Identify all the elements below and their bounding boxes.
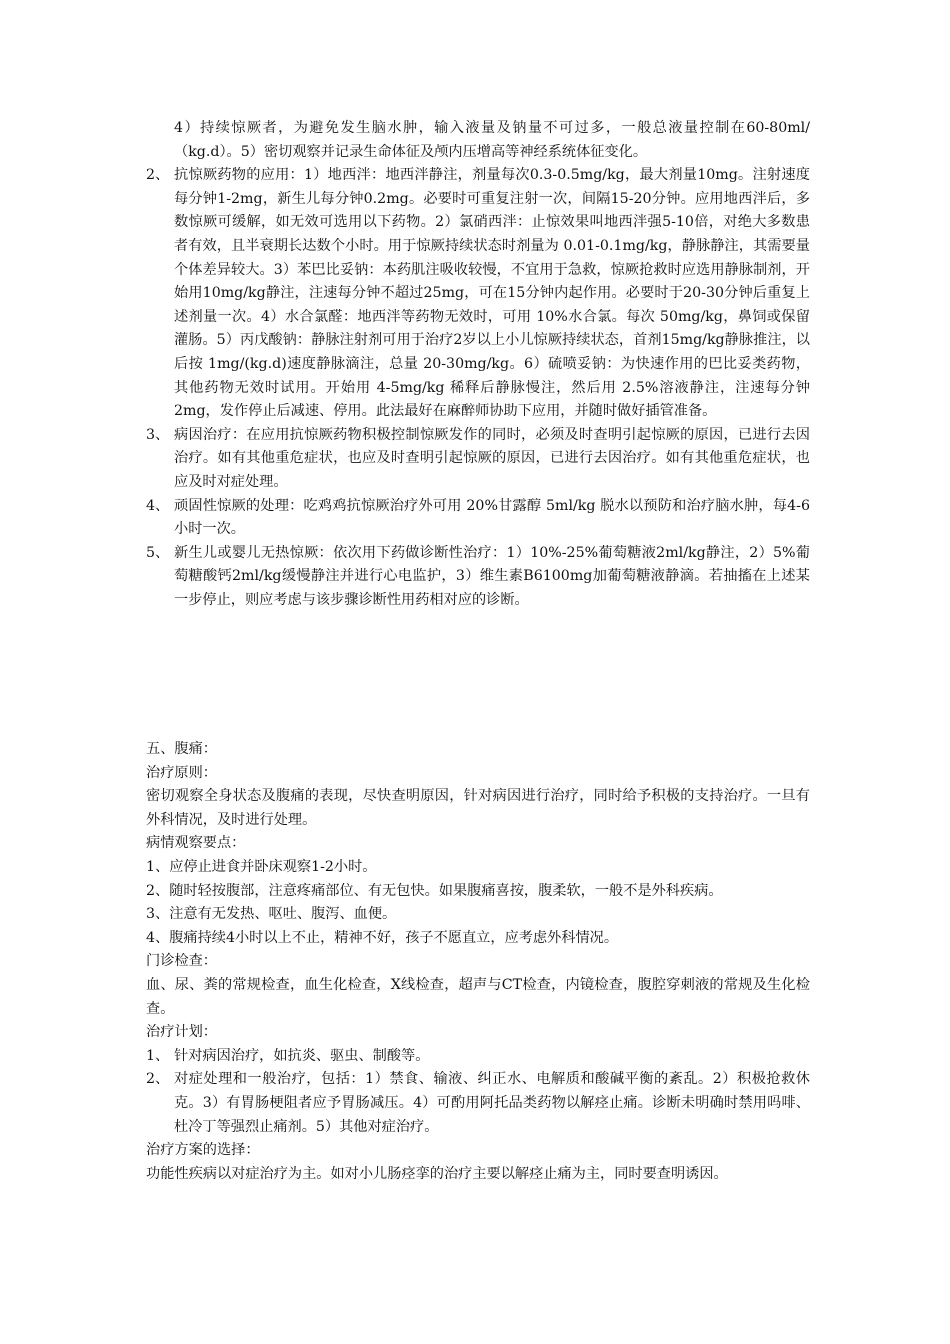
clinic-text: 血、尿、粪的常规检查，血生化检查，X线检查，超声与CT检查，内镜检查，腹腔穿刺液的常规及生化检查。 [146,976,810,1017]
observe-item: 3、注意有无发热、呕吐、腹泻、血便。 [146,906,397,923]
item-number: 4、 [146,497,170,514]
item-number: 1、 [146,1047,170,1064]
principle-text: 密切观察全身状态及腹痛的表现，尽快查明原因，针对病因进行治疗，同时给予积极的支持治疗。一旦有外科情况，及时进行处理。 [146,788,810,828]
list-item-afebrile-convulsion [146,542,810,613]
item-text: 新生儿或婴儿无热惊厥：依次用下药做诊断性治疗：1）10%-25%葡萄糖液2ml/kg静注，2）5%葡萄糖酸钙2ml/kg缓慢静注并进行心电监护，3）维生素B6100mg加葡萄糖液静滴。若抽搐在上述某一步停止，则应考虑与该步骤诊断性用药相对应的诊断。 [174,544,810,608]
list-item-refractory-convulsion [146,495,810,542]
item-text: 对症处理和一般治疗，包括：1）禁食、输液、纠正水、电解质和酸碱平衡的紊乱。2）积极抢救休克。3）有胃肠梗阻者应予胃肠减压。4）可酌用阿托品类药物以解痉止痛。诊断未明确时禁用吗啡、杜冷丁等强烈止痛剂。5）其他对症治疗。 [174,1071,810,1135]
list-item-etiology-treatment [146,424,810,495]
principle-label: 治疗原则： [146,764,217,781]
plan-label: 治疗计划： [146,1024,217,1041]
item-text: 病因治疗：在应用抗惊厥药物积极控制惊厥发作的同时，必须及时查明引起惊厥的原因，已进行去因治疗。如有其他重危症状，也应及时查明引起惊厥的原因，已进行去因治疗。如有其他重危症状，也应及时对症处理。 [174,426,810,490]
plan-item [146,1068,810,1139]
item-number: 2、 [146,1071,170,1088]
item-number: 2、 [146,167,170,184]
observe-item: 4、腹痛持续4小时以上不止，精神不好，孩子不愿直立，应考虑外科情况。 [146,929,619,946]
choice-text: 功能性疾病以对症治疗为主。如对小儿肠痉挛的治疗主要以解痉止痛为主，同时要查明诱因。 [146,1165,728,1182]
clinic-label: 门诊检查： [146,953,217,970]
observe-item: 1、应停止进食并卧床观察1-2小时。 [146,858,377,875]
item-text: 顽固性惊厥的处理：吃鸡鸡抗惊厥治疗外可用 20%甘露醇 5ml/kg 脱水以预防和治疗脑水肿，每4-6小时一次。 [174,497,810,538]
observe-label: 病情观察要点： [146,835,246,852]
item-text: 抗惊厥药物的应用：1）地西泮：地西泮静注，剂量每次0.3-0.5mg/kg，最大剂量10mg。注射速度每分钟1-2mg，新生儿每分钟0.2mg。必要时可重复注射一次，间隔15-20分钟。应用地西泮后，多数惊厥可缓解，如无效可选用以下药物。2）氯硝西泮：止惊效果叫地西泮强5-10倍，对绝大多数患者有效，且半衰期长达数个小时。用于惊厥持续状态时剂量为 0.01-0.1mg/kg，静脉静注，其需要量个体差异较大。3）苯巴比妥钠：本药肌注吸收较慢，不宜用于急救，惊厥抢救时应选用静脉制剂，开始用10mg/kg静注，注速每分钟不超过25mg，可在15分钟内起作用。必要时于20-30分钟后重复上述剂量一次。4）水合氯醛：地西泮等药物无效时，可用 10%水合氯。每次 50mg/kg，鼻饲或保留灌肠。5）丙戊酸钠：静脉注射剂可用于治疗2岁以上小儿惊厥持续状态，首剂15mg/kg静脉推注，以后按 1mg/(kg.d)速度静脉滴注，总量 20-30mg/kg。6）硫喷妥钠：为快速作用的巴比妥类药物，其他药物无效时试用。开始用 4-5mg/kg 稀释后静脉慢注，然后用 2.5%溶液静注，注速每分钟 2mg，发作停止后减速、停用。此法最好在麻醉师协助下应用，并随时做好插管准备。 [174,167,810,420]
choice-label: 治疗方案的选择： [146,1142,260,1159]
item-number: 3、 [146,426,170,443]
section-title: 五、腹痛： [146,741,217,757]
plan-item [146,1045,810,1069]
list-item-anticonvulsant-drugs [146,164,810,424]
item-text: 针对病因治疗，如抗炎、驱虫、制酸等。 [174,1047,430,1064]
observe-item: 2、随时轻按腹部，注意疼痛部位、有无包快。如果腹痛喜按，腹柔软，一般不是外科疾病。 [146,882,723,899]
section-abdominal-pain [146,738,810,1186]
paragraph-continuation: 4）持续惊厥者，为避免发生脑水肿，输入液量及钠量不可过多，一般总液量控制在60-80ml/（kg.d）。5）密切观察并记录生命体征及颅内压增高等神经系统体征变化。 [174,120,810,160]
item-number: 5、 [146,544,170,561]
section-convulsion-treatment [146,117,810,612]
